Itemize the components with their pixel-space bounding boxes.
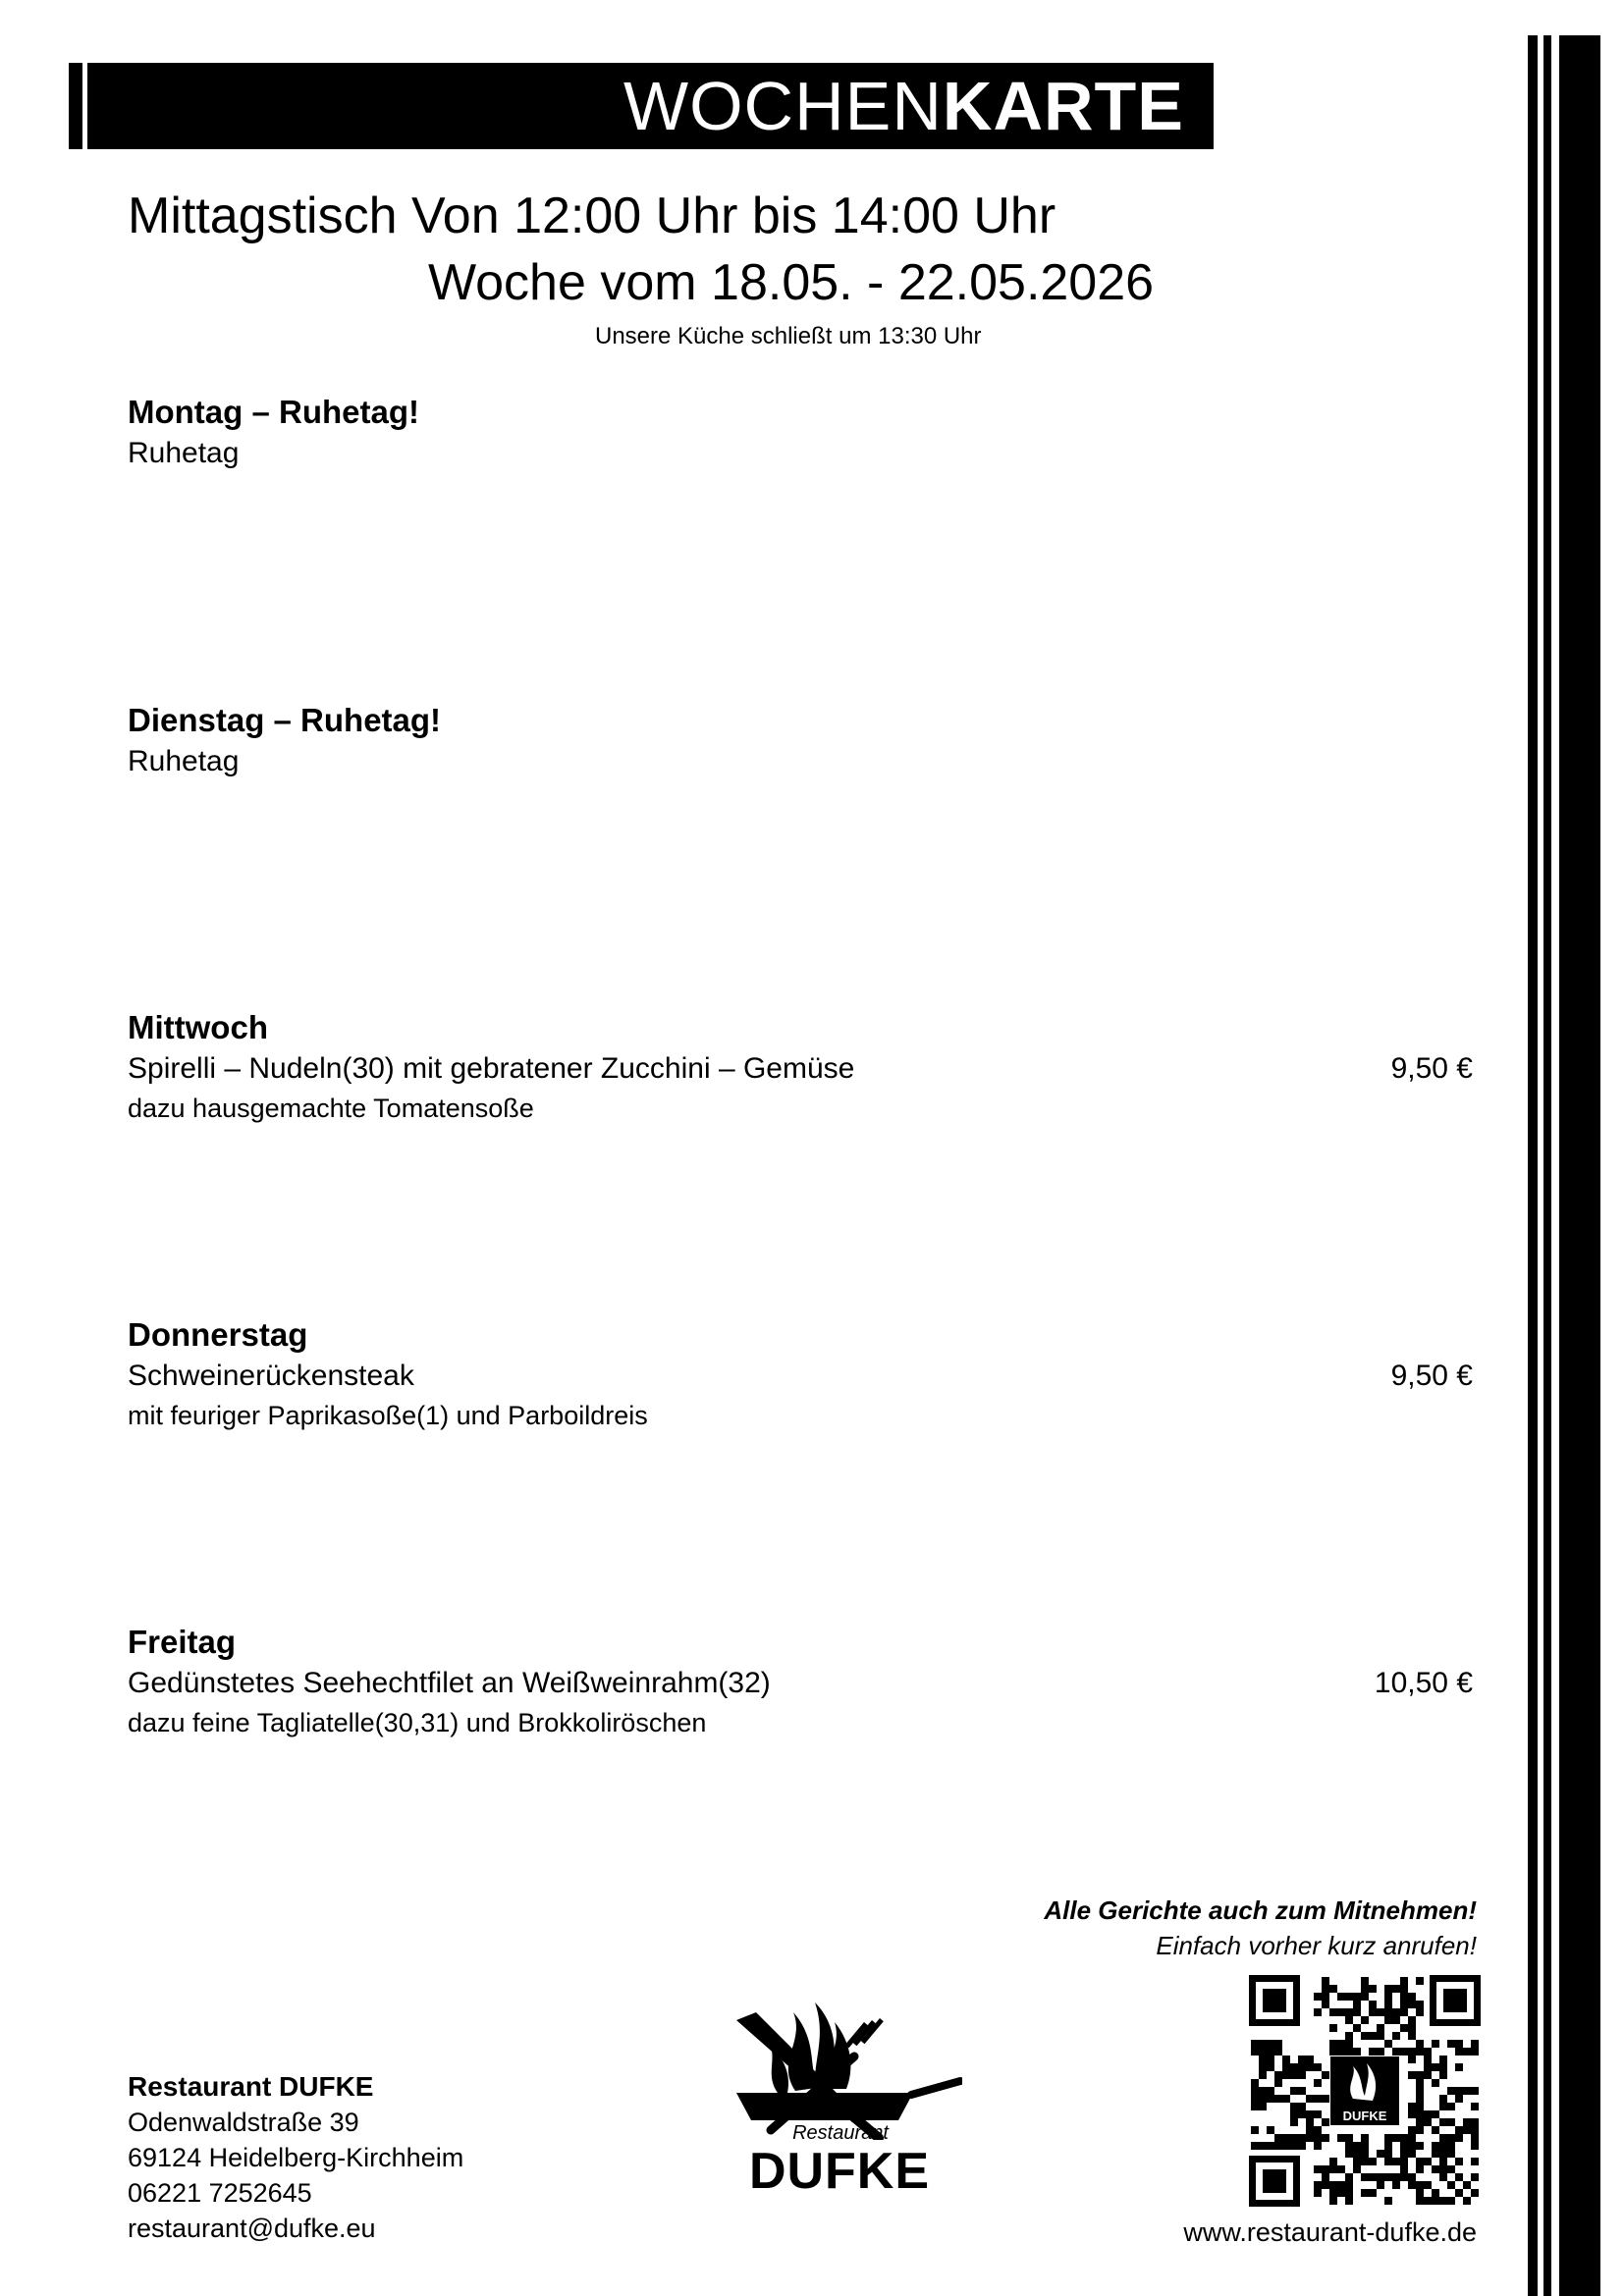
dish-name: Spirelli – Nudeln(30) mit gebratener Zucchini – Gemüse: [128, 1052, 855, 1085]
dish-line: [128, 1047, 1483, 1091]
dish-price: 9,50 €: [1390, 1052, 1473, 1085]
phone: 06221 7252645: [128, 2178, 312, 2208]
dish-name: Ruhetag: [128, 745, 240, 777]
dish-price: 9,50 €: [1390, 1360, 1473, 1392]
kitchen-note: Unsere Küche schließt um 13:30 Uhr: [595, 323, 982, 349]
restaurant-name: Restaurant DUFKE: [128, 2071, 374, 2102]
dish-name: Schweinerückensteak: [128, 1360, 414, 1392]
day-title: Donnerstag: [128, 1316, 308, 1353]
header-divider: [82, 63, 87, 149]
email-link[interactable]: restaurant@dufke.eu: [128, 2214, 376, 2243]
stripe: [1528, 35, 1538, 2296]
dish-price: 10,50 €: [1374, 1667, 1473, 1699]
day-tuesday: [128, 701, 1483, 783]
takeaway-note: [1044, 1893, 1477, 1963]
flame-cutlery-pan-icon: [717, 1983, 962, 2140]
restaurant-logo: [717, 1983, 962, 2238]
dish-line: [128, 432, 1483, 475]
qr-code-icon[interactable]: [1247, 1973, 1483, 2209]
title-light: WOCHEN: [623, 68, 943, 144]
dish-line: [128, 1662, 1483, 1705]
week-range: Woche vom 18.05. - 22.05.2026: [428, 254, 1155, 311]
dish-side: dazu hausgemachte Tomatensoße: [128, 1094, 534, 1123]
city: 69124 Heidelberg-Kirchheim: [128, 2143, 464, 2172]
dish-side: mit feuriger Paprikasoße(1) und Parboildreis: [128, 1401, 648, 1430]
stripe: [1559, 35, 1600, 2296]
dish-side: dazu feine Tagliatelle(30,31) und Brokkoliröschen: [128, 1708, 707, 1737]
day-monday: [128, 393, 1483, 475]
logo-subtitle: Restaurant: [792, 2122, 889, 2144]
header-bar: [69, 63, 1214, 149]
takeaway-line: Alle Gerichte auch zum Mitnehmen!: [1044, 1896, 1477, 1925]
qr-code-graphic: [1247, 1973, 1483, 2209]
stripe: [1543, 35, 1551, 2296]
qr-center-label: DUFKE: [1342, 2109, 1387, 2123]
dish-name: Ruhetag: [128, 437, 240, 469]
day-friday: [128, 1623, 1483, 1740]
dish-line: [128, 1355, 1483, 1398]
street: Odenwaldstraße 39: [128, 2108, 359, 2137]
day-thursday: [128, 1315, 1483, 1433]
dish-line: [128, 740, 1483, 783]
address-block: [128, 2069, 463, 2246]
title-bold: KARTE: [942, 68, 1184, 144]
dish-name: Gedünstetes Seehechtfilet an Weißweinrahm(32): [128, 1667, 771, 1699]
website-link[interactable]: www.restaurant-dufke.de: [1183, 2217, 1477, 2247]
page-title: [623, 67, 1184, 145]
logo-name: DUFKE: [748, 2143, 931, 2200]
day-title: Freitag: [128, 1624, 237, 1660]
day-title: Montag – Ruhetag!: [128, 394, 419, 430]
opening-hours: Mittagstisch Von 12:00 Uhr bis 14:00 Uhr: [128, 187, 1056, 244]
day-wednesday: [128, 1008, 1483, 1126]
day-title: Dienstag – Ruhetag!: [128, 702, 442, 738]
day-title: Mittwoch: [128, 1009, 268, 1045]
takeaway-subline: Einfach vorher kurz anrufen!: [1156, 1931, 1477, 1960]
